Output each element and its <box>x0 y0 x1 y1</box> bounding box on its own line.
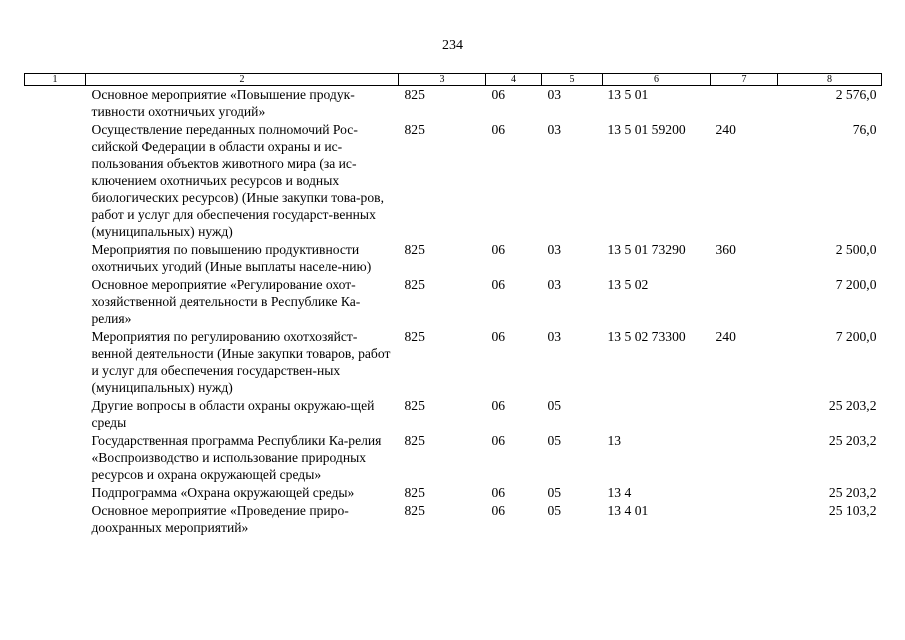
name-cell: Основное мероприятие «Проведение приро-доохранных мероприятий» <box>91 503 349 535</box>
name-cell: Основное мероприятие «Повышение продук-тивности охотничьих угодий» <box>91 87 355 119</box>
target-article-cell: 13 4 <box>607 485 632 500</box>
expense-type-cell <box>711 397 778 432</box>
subsection-cell: 05 <box>547 398 562 413</box>
name-cell: Мероприятия по повышению продуктивности охотничьих угодий (Иные выплаты населе-нию) <box>91 242 372 274</box>
subsection-cell: 03 <box>547 242 562 257</box>
table-row <box>25 397 882 432</box>
expense-type-cell: 360 <box>715 242 736 257</box>
section-cell: 06 <box>491 122 506 137</box>
name-cell: Подпрограмма «Охрана окружающей среды» <box>91 485 355 500</box>
amount-cell: 25 203,2 <box>828 398 877 413</box>
subsection-cell: 05 <box>547 503 562 518</box>
column-number: 7 <box>711 74 778 86</box>
amount-cell: 25 203,2 <box>828 433 877 448</box>
subsection-cell: 03 <box>547 329 562 344</box>
expense-type-cell: 240 <box>715 329 736 344</box>
target-article-cell <box>603 397 711 432</box>
expense-type-cell <box>711 86 778 122</box>
table-row <box>25 86 882 122</box>
row-index-cell <box>25 121 86 241</box>
name-cell: Мероприятия по регулированию охотхозяйст-венной деятельности (Иные закупки товаров, работ и услуг для обеспечения государствен-ных (муниципальных) нужд) <box>91 329 391 395</box>
target-article-cell: 13 5 02 73300 <box>607 329 686 344</box>
table-body <box>25 86 882 538</box>
name-cell: Государственная программа Республики Ка-релия «Воспроизводство и использование природных ресурсов и охрана окружающей среды» <box>91 433 382 482</box>
column-number: 8 <box>778 74 882 86</box>
amount-cell: 2 500,0 <box>835 242 877 257</box>
target-article-cell: 13 5 01 73290 <box>607 242 686 257</box>
section-cell: 06 <box>491 242 506 257</box>
amount-cell: 25 103,2 <box>828 503 877 518</box>
table-row <box>25 276 882 328</box>
ministry-code-cell: 825 <box>404 277 425 292</box>
section-cell: 06 <box>491 329 506 344</box>
table-row <box>25 432 882 484</box>
name-cell: Осуществление переданных полномочий Рос-сийской Федерации в области охраны и ис-пользования объектов животного мира (за ис-ключением охотничьих ресурсов и водных биологических ресурсов) (Иные закупки това-ров, работ и услуг для обеспечения государст-венных (муниципальных) нужд) <box>91 122 384 239</box>
amount-cell: 7 200,0 <box>835 329 877 344</box>
page-number: 234 <box>442 38 463 53</box>
column-number: 5 <box>542 74 603 86</box>
row-index-cell <box>25 86 86 122</box>
row-index-cell <box>25 397 86 432</box>
expense-type-cell <box>711 484 778 502</box>
section-cell: 06 <box>491 398 506 413</box>
amount-cell: 25 203,2 <box>828 485 877 500</box>
section-cell: 06 <box>491 87 506 102</box>
subsection-cell: 03 <box>547 122 562 137</box>
table-row <box>25 328 882 397</box>
row-index-cell <box>25 276 86 328</box>
row-index-cell <box>25 241 86 276</box>
ministry-code-cell: 825 <box>404 329 425 344</box>
table-row <box>25 241 882 276</box>
subsection-cell: 03 <box>547 277 562 292</box>
ministry-code-cell: 825 <box>404 87 425 102</box>
expense-type-cell: 240 <box>715 122 736 137</box>
ministry-code-cell: 825 <box>404 503 425 518</box>
target-article-cell: 13 5 01 <box>607 87 649 102</box>
target-article-cell: 13 5 02 <box>607 277 649 292</box>
budget-table <box>24 73 882 537</box>
ministry-code-cell: 825 <box>404 398 425 413</box>
subsection-cell: 03 <box>547 87 562 102</box>
section-cell: 06 <box>491 433 506 448</box>
section-cell: 06 <box>491 503 506 518</box>
ministry-code-cell: 825 <box>404 122 425 137</box>
table-row <box>25 484 882 502</box>
section-cell: 06 <box>491 277 506 292</box>
row-index-cell <box>25 502 86 537</box>
expense-type-cell <box>711 502 778 537</box>
ministry-code-cell: 825 <box>404 485 425 500</box>
expense-type-cell <box>711 276 778 328</box>
row-index-cell <box>25 432 86 484</box>
amount-cell: 7 200,0 <box>835 277 877 292</box>
column-number: 1 <box>25 74 86 86</box>
row-index-cell <box>25 328 86 397</box>
section-cell: 06 <box>491 485 506 500</box>
subsection-cell: 05 <box>547 485 562 500</box>
ministry-code-cell: 825 <box>404 242 425 257</box>
row-index-cell <box>25 484 86 502</box>
column-number: 4 <box>486 74 542 86</box>
table-row <box>25 121 882 241</box>
expense-type-cell <box>711 432 778 484</box>
table-row <box>25 502 882 537</box>
column-number-row <box>25 74 882 86</box>
column-number: 2 <box>86 74 399 86</box>
name-cell: Другие вопросы в области охраны окружаю-щей среды <box>91 398 375 430</box>
target-article-cell: 13 <box>607 433 622 448</box>
column-number: 3 <box>399 74 486 86</box>
target-article-cell: 13 4 01 <box>607 503 649 518</box>
column-number: 6 <box>603 74 711 86</box>
amount-cell: 2 576,0 <box>835 87 877 102</box>
name-cell: Основное мероприятие «Регулирование охот-хозяйственной деятельности в Республике Ка-релия» <box>91 277 361 326</box>
amount-cell: 76,0 <box>852 122 877 137</box>
subsection-cell: 05 <box>547 433 562 448</box>
ministry-code-cell: 825 <box>404 433 425 448</box>
target-article-cell: 13 5 01 59200 <box>607 122 686 137</box>
